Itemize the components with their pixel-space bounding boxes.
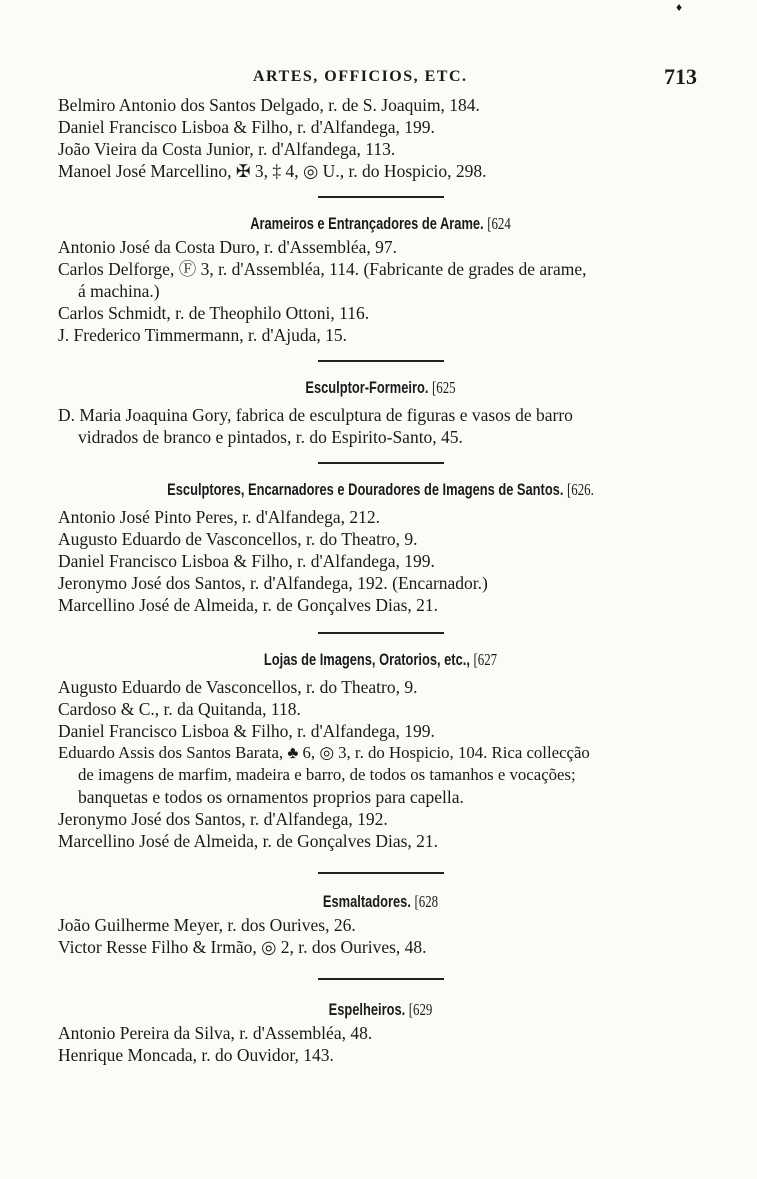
entry-line: João Guilherme Meyer, r. dos Ourives, 26. [58,915,356,935]
entry-line: Henrique Moncada, r. do Ouvidor, 143. [58,1045,334,1065]
section-heading: Lojas de Imagens, Oratorios, etc., [263,651,470,669]
entry-line: Augusto Eduardo de Vasconcellos, r. do Theatro, 9. [58,677,418,697]
entry-line: Cardoso & C., r. da Quitanda, 118. [58,699,301,719]
running-head: ARTES, OFFICIOS, ETC. [253,68,468,85]
section-heading: Esculptores, Encarnadores e Douradores de Imagens de Santos. [167,481,564,499]
entry-line: Marcellino José de Almeida, r. de Gonçalves Dias, 21. [58,595,439,615]
section-625 [58,376,703,448]
entry-line: Daniel Francisco Lisboa & Filho, r. d'Alfandega, 199. [58,117,435,137]
entry-line: Victor Resse Filho & Irmão, ◎ 2, r. dos Ourives, 48. [58,937,427,957]
section-number: [628 [414,892,439,911]
section-title [129,478,632,502]
entry-line: Jeronymo José dos Santos, r. d'Alfandega, 192. [58,809,388,829]
page [58,0,703,1066]
entry-line: Carlos Schmidt, r. de Theophilo Ottoni, 116. [58,303,370,323]
section-heading: Espelheiros. [328,1001,406,1019]
entry-line: Belmiro Antonio dos Santos Delgado, r. de S. Joaquim, 184. [58,95,480,115]
intro-entries [58,94,703,182]
entry-line: Daniel Francisco Lisboa & Filho, r. d'Alfandega, 199. [58,721,435,741]
entry-line: Antonio José da Costa Duro, r. d'Assembléa, 97. [58,237,398,257]
section-number: [625 [431,378,456,397]
entry-line: de imagens de marfim, madeira e barro, de todos os tamanhos e vocações; [78,765,576,784]
entry-line: Daniel Francisco Lisboa & Filho, r. d'Alfandega, 199. [58,551,435,571]
section-628 [58,890,703,958]
section-627 [58,648,703,852]
entry-line: vidrados de branco e pintados, r. do Espirito-Santo, 45. [78,427,463,447]
page-header [58,60,703,96]
entry-line: João Vieira da Costa Junior, r. d'Alfandega, 113. [58,139,396,159]
entry-line: banquetas e todos os ornamentos proprios para capella. [78,787,464,807]
entry-line: Manoel José Marcellino, ✠ 3, ‡ 4, ◎ U., r. do Hospicio, 298. [58,161,487,181]
section-heading: Esculptor-Formeiro. [305,379,429,397]
section-629 [58,998,703,1066]
section-title [129,376,632,400]
entry-line: Augusto Eduardo de Vasconcellos, r. do Theatro, 9. [58,529,418,549]
entry-line: Carlos Delforge, Ⓕ 3, r. d'Assembléa, 114. (Fabricante de grades de arame, [58,259,587,279]
entry-line: Antonio Pereira da Silva, r. d'Assembléa, 48. [58,1023,373,1043]
entry-line: J. Frederico Timmermann, r. d'Ajuda, 15. [58,325,347,345]
entry-line: Eduardo Assis dos Santos Barata, ♣ 6, ◎ 3, r. do Hospicio, 104. Rica collecção [58,743,590,762]
section-number: [627 [473,650,498,669]
section-heading: Arameiros e Entrançadores de Arame. [250,215,484,233]
section-title [129,212,632,236]
section-title [129,998,632,1022]
entry-line: Jeronymo José dos Santos, r. d'Alfandega, 192. (Encarnador.) [58,573,488,593]
section-heading: Esmaltadores. [322,893,411,911]
entry-line: á machina.) [78,281,160,301]
section-number: [624 [487,214,511,233]
section-number: [626. [567,480,594,499]
section-626 [58,478,703,616]
entry-line: Marcellino José de Almeida, r. de Gonçalves Dias, 21. [58,831,439,851]
section-624 [58,212,703,346]
page-number: 713 [664,64,697,89]
corner-mark: ♦ [676,0,683,14]
section-title [129,648,632,672]
entry-line: Antonio José Pinto Peres, r. d'Alfandega, 212. [58,507,381,527]
section-number: [629 [408,1000,433,1019]
section-title [129,890,632,914]
entry-line: D. Maria Joaquina Gory, fabrica de esculptura de figuras e vasos de barro [58,405,573,425]
